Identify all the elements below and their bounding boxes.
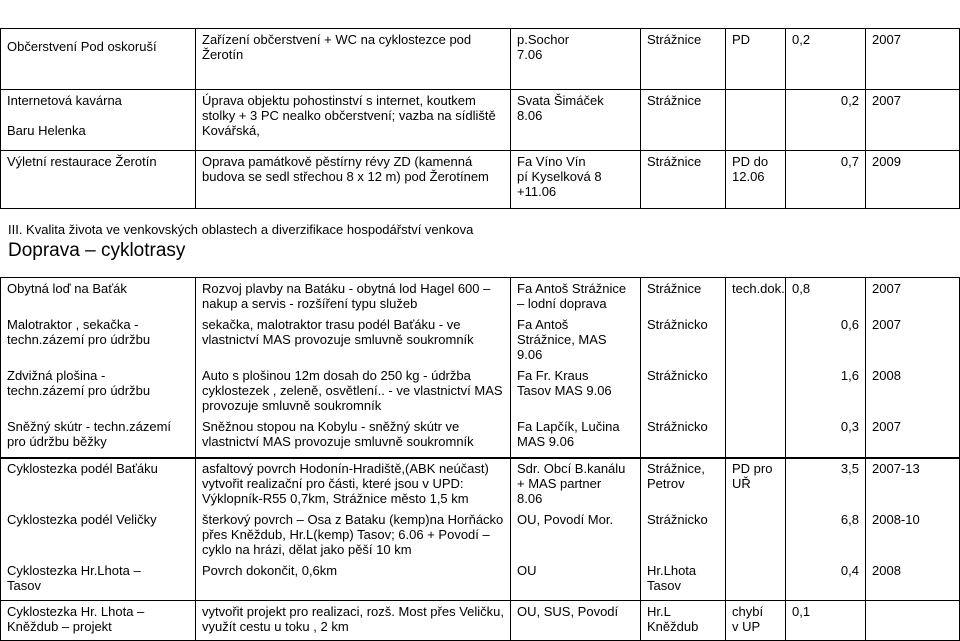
table-cell: Auto s plošinou 12m dosah do 250 kg - údržba cyklostezek , zeleně, osvětlení.. - ve vlastnictví MAS provozuje smluvně soukromník [196, 365, 511, 416]
section-heading: III. Kvalita života ve venkovských oblastech a diverzifikace hospodářství venkova [8, 222, 474, 237]
table-cell: Sněžnou stopou na Kobylu - sněžný skútr ve vlastnictví MAS provozuje smluvně soukromník [196, 416, 511, 458]
table-cell: 2007 [866, 416, 960, 458]
table-cell: 2008 [866, 560, 960, 600]
table-cell: 2007 [866, 90, 960, 151]
table-cell: Sdr. Obcí B.kanálu + MAS partner 8.06 [511, 458, 641, 510]
table-cell: Fa Víno Vín pí Kyselková 8 +11.06 [511, 151, 641, 209]
table-cell [726, 509, 786, 560]
table-cell: Rozvoj plavby na Batáku - obytná lod Hagel 600 – nakup a servis - rozšíření typu služeb [196, 278, 511, 315]
table-cell: 2007 [866, 278, 960, 315]
table-cell: OU, SUS, Povodí [511, 601, 641, 641]
table-cell: Fa Antoš Strážnice, MAS 9.06 [511, 314, 641, 365]
table-cell [726, 90, 786, 151]
table-cell: 0,6 [786, 314, 866, 365]
table-cell: PD [726, 29, 786, 90]
table-cell: 0,3 [786, 416, 866, 458]
table-cell: OU, Povodí Mor. [511, 509, 641, 560]
table-cell: 1,6 [786, 365, 866, 416]
cyclepath-table [0, 457, 960, 601]
table-cell: 6,8 [786, 509, 866, 560]
table-cell: 2008-10 [866, 509, 960, 560]
table-row [1, 458, 960, 510]
table-cell: Cyklostezka podél Baťáku [1, 458, 196, 510]
table-cell: 0,2 [786, 29, 866, 90]
table-cell: tech.dok. [726, 278, 786, 315]
table-cell: Strážnice [641, 29, 726, 90]
table-cell: Občerstvení Pod oskoruší [1, 29, 196, 90]
table-cell [726, 314, 786, 365]
table-cell: Zařízení občerstvení + WC na cyklostezce pod Žerotín [196, 29, 511, 90]
table-cell [866, 601, 960, 641]
table-cell: p.Sochor 7.06 [511, 29, 641, 90]
table-row [1, 151, 960, 209]
table-cell: 2008 [866, 365, 960, 416]
table-cell: PD pro UŘ [726, 458, 786, 510]
table-cell: OU [511, 560, 641, 600]
table-cell: 0,7 [786, 151, 866, 209]
table-cell: Fa Lapčík, Lučina MAS 9.06 [511, 416, 641, 458]
table-cell: Fa Fr. Kraus Tasov MAS 9.06 [511, 365, 641, 416]
table-cell: Fa Antoš Strážnice – lodní doprava [511, 278, 641, 315]
table-cell: 0,1 [786, 601, 866, 641]
table-cell: Strážnice [641, 151, 726, 209]
table-row [1, 29, 960, 90]
table-cell: Cyklostezka Hr.Lhota – Tasov [1, 560, 196, 600]
table-cell: Výletní restaurace Žerotín [1, 151, 196, 209]
section-heading-block [8, 222, 473, 262]
table-cell: Strážnice [641, 90, 726, 151]
table-cell: 0,2 [786, 90, 866, 151]
table-cell: Povrch dokončit, 0,6km [196, 560, 511, 600]
table-cell: Úprava objektu pohostinství s internet, koutkem stolky + 3 PC nealko občerstvení; vazba na sídliště Kovářská, [196, 90, 511, 151]
table-cell: 0,4 [786, 560, 866, 600]
table-row [1, 416, 960, 458]
table-cell: 2009 [866, 151, 960, 209]
table-cell: 2007 [866, 314, 960, 365]
table-cell: Strážnice [641, 278, 726, 315]
equipment-table [0, 277, 960, 459]
table-cell: vytvořit projekt pro realizaci, rozš. Most přes Veličku, využít cestu u toku , 2 km [196, 601, 511, 641]
table-cell [726, 560, 786, 600]
table-row [1, 601, 960, 641]
table-cell: Strážnicko [641, 509, 726, 560]
table-cell: Hr.L Kněždub [641, 601, 726, 641]
table-cell: 3,5 [786, 458, 866, 510]
table-cell: 0,8 [786, 278, 866, 315]
table-cell: Strážnicko [641, 314, 726, 365]
table-cell: Svata Šimáček 8.06 [511, 90, 641, 151]
table-row [1, 365, 960, 416]
table-row [1, 560, 960, 600]
table-cell: chybí v UP [726, 601, 786, 641]
table-cell: Strážnice, Petrov [641, 458, 726, 510]
table-cell: Cyklostezka Hr. Lhota – Kněždub – projekt [1, 601, 196, 641]
table-cell: Oprava památkově pěstírny révy ZD (kamenná budova se sedl střechou 8 x 12 m) pod Žerotínem [196, 151, 511, 209]
table-row [1, 90, 960, 151]
table-cell: Obytná loď na Baťák [1, 278, 196, 315]
table-cell: Sněžný skútr - techn.zázemí pro údržbu běžky [1, 416, 196, 458]
facilities-table [0, 28, 960, 209]
table-row [1, 314, 960, 365]
table-cell: Hr.Lhota Tasov [641, 560, 726, 600]
table-cell: 2007-13 [866, 458, 960, 510]
table-cell: šterkový povrch – Osa z Bataku (kemp)na Horňácko přes Kněždub, Hr.L(kemp) Tasov; 6.06 + Povodí – cyklo na hrázi, dělat jako pěší 10 km [196, 509, 511, 560]
table-cell: Strážnicko [641, 365, 726, 416]
section-title: Doprava – cyklotrasy [8, 240, 186, 261]
table-cell: Cyklostezka podél Veličky [1, 509, 196, 560]
table-cell: 2007 [866, 29, 960, 90]
table-row [1, 509, 960, 560]
table-cell [726, 416, 786, 458]
table-cell: sekačka, malotraktor trasu podél Baťáku - ve vlastnictví MAS provozuje smluvně soukromník [196, 314, 511, 365]
table-cell: Internetová kavárna Baru Helenka [1, 90, 196, 151]
table-cell: PD do 12.06 [726, 151, 786, 209]
table-cell [726, 365, 786, 416]
project-table [0, 600, 960, 641]
table-cell: Zdvižná plošina - techn.zázemí pro údržbu [1, 365, 196, 416]
table-cell: Strážnicko [641, 416, 726, 458]
table-cell: Malotraktor , sekačka - techn.zázemí pro údržbu [1, 314, 196, 365]
table-row [1, 278, 960, 315]
table-cell: asfaltový povrch Hodonín-Hradiště,(ABK neúčast) vytvořit realizační pro části, které jsou v UPD: Výklopník-R55 0,7km, Strážnice město 1,5 km [196, 458, 511, 510]
